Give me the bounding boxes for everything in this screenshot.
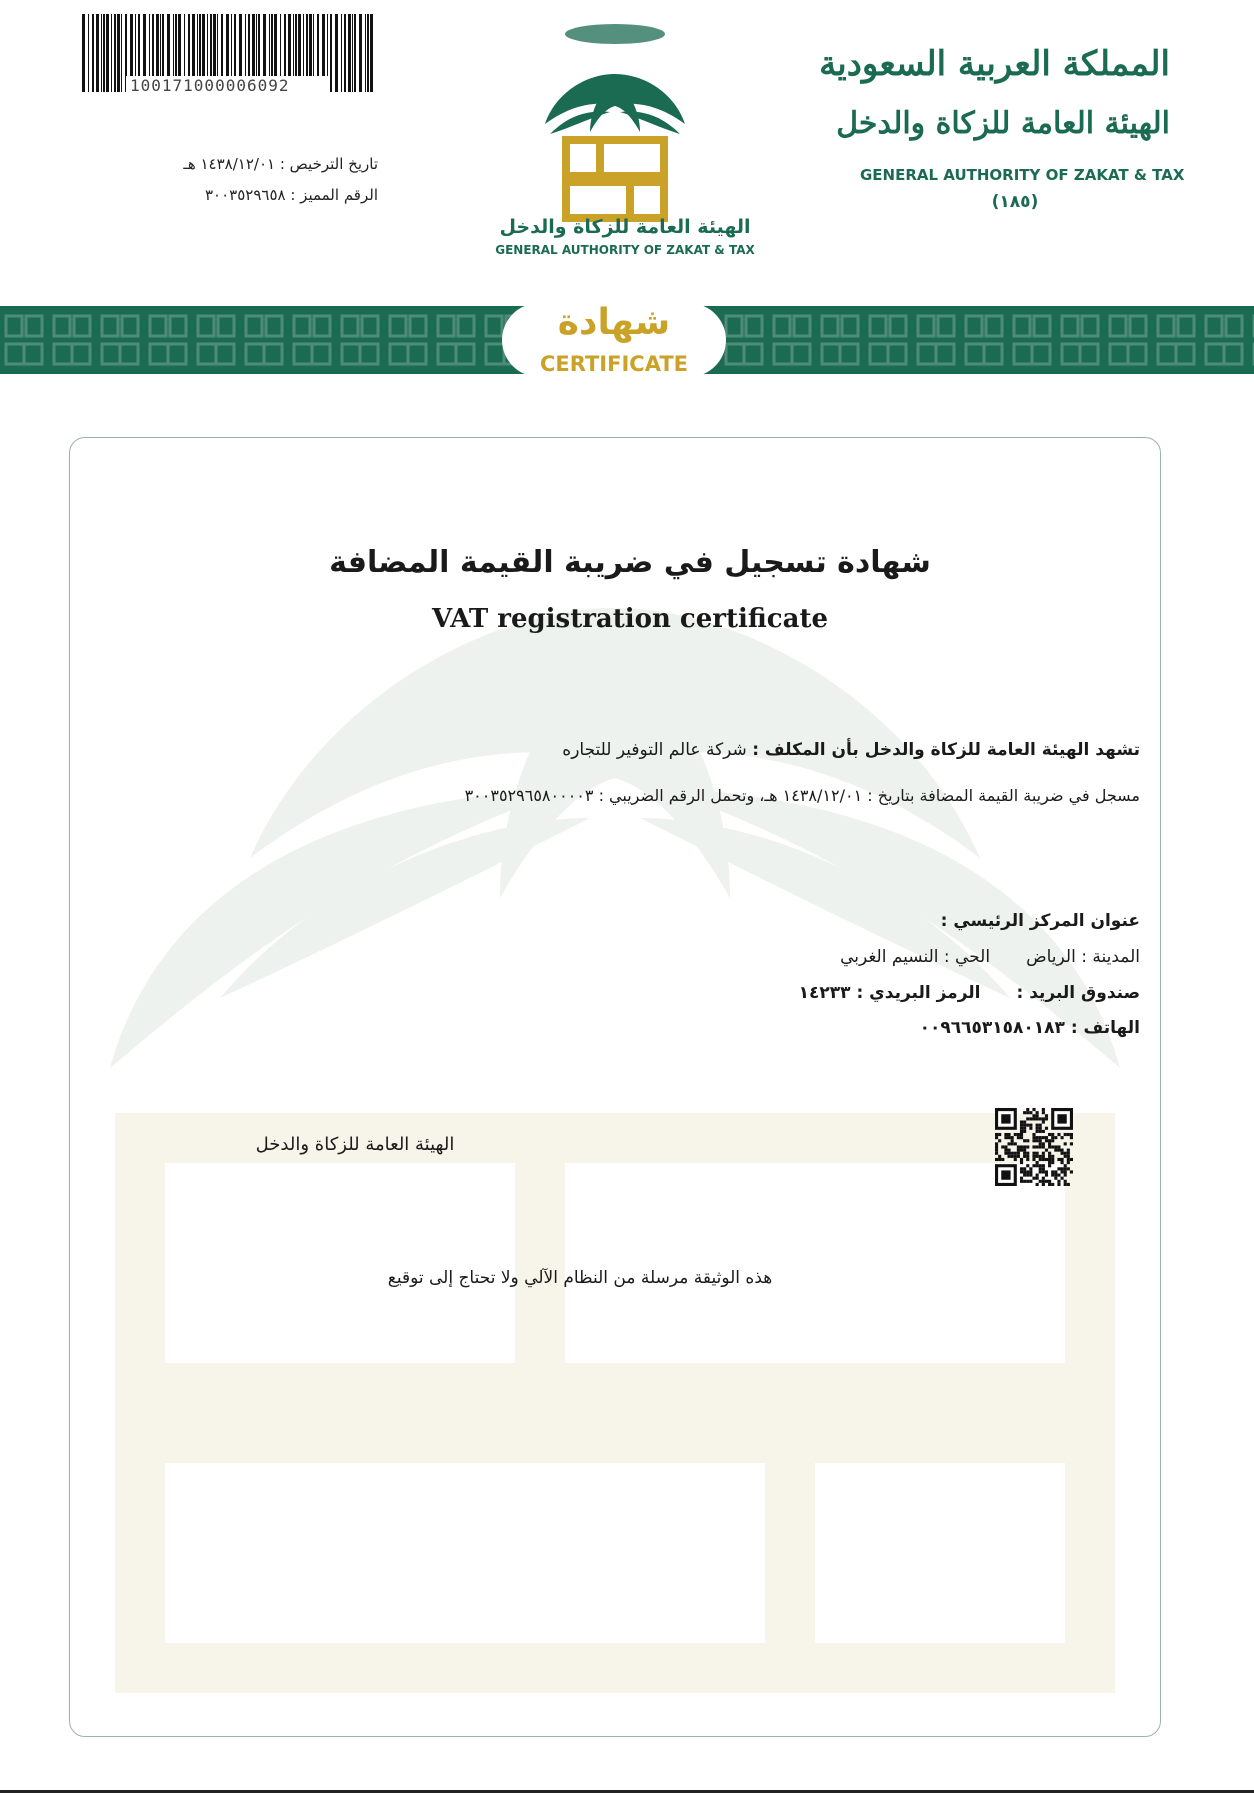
district-label: الحي : النسيم الغربي	[840, 947, 991, 967]
qr-code-icon	[995, 1108, 1073, 1186]
license-date-value: ١٤٣٨/١٢/٠١ هـ	[183, 155, 276, 173]
band-label-ar: شهادة	[557, 302, 671, 343]
postal-code-label: الرمز البريدي : ١٤٢٣٣	[798, 983, 981, 1003]
city-district-line	[840, 947, 1140, 967]
unique-number-value: ٣٠٠٣٥٢٩٦٥٨	[204, 186, 286, 204]
center-org-ar: الهيئة العامة للزكاة والدخل	[499, 216, 751, 238]
attest-label: تشهد الهيئة العامة للزكاة والدخل بأن المكلف :	[752, 740, 1140, 760]
license-date-label: تاريخ الترخيص :	[279, 155, 378, 173]
address-heading: عنوان المركز الرئيسي :	[940, 911, 1140, 931]
taxpayer-name: شركة عالم التوفير للتجاره	[562, 740, 747, 760]
band-label-en: CERTIFICATE	[540, 352, 688, 376]
phone-line: الهاتف : ٠٠٩٦٦٥٣١٥٨٠١٨٣	[919, 1018, 1140, 1038]
authority-name-en: GENERAL AUTHORITY OF ZAKAT & TAX	[860, 166, 1185, 184]
center-org-en: GENERAL AUTHORITY OF ZAKAT & TAX	[495, 243, 755, 257]
certificate-title-ar: شهادة تسجيل في ضريبة القيمة المضافة	[329, 545, 931, 580]
license-date	[183, 155, 378, 173]
footer-note: هذه الوثيقة مرسلة من النظام الآلي ولا تحتاج إلى توقيع	[387, 1268, 773, 1288]
attest-line	[562, 740, 1140, 760]
unique-number-label: الرقم المميز :	[290, 186, 378, 204]
registration-line: مسجل في ضريبة القيمة المضافة بتاريخ : ١٤٣٨/١٢/٠١ هـ، وتحمل الرقم الضريبي : ٣٠٠٣٥٢٩٦٥٨٠٠٠٠٣	[464, 786, 1140, 805]
kingdom-name-ar: المملكة العربية السعودية	[819, 44, 1170, 84]
unique-number	[205, 186, 378, 204]
bottom-rule	[0, 1790, 1254, 1793]
po-box-line	[799, 983, 1140, 1003]
po-box-label: صندوق البريد :	[1016, 983, 1140, 1003]
authority-name-ar: الهيئة العامة للزكاة والدخل	[836, 106, 1170, 141]
city-label: المدينة : الرياض	[1026, 947, 1140, 967]
authority-number: (١٨٥)	[991, 192, 1039, 212]
authority-signature: الهيئة العامة للزكاة والدخل	[255, 1134, 455, 1155]
certificate-title-en: VAT registration certificate	[431, 604, 829, 634]
barcode-number: 100171000006092	[130, 76, 290, 95]
